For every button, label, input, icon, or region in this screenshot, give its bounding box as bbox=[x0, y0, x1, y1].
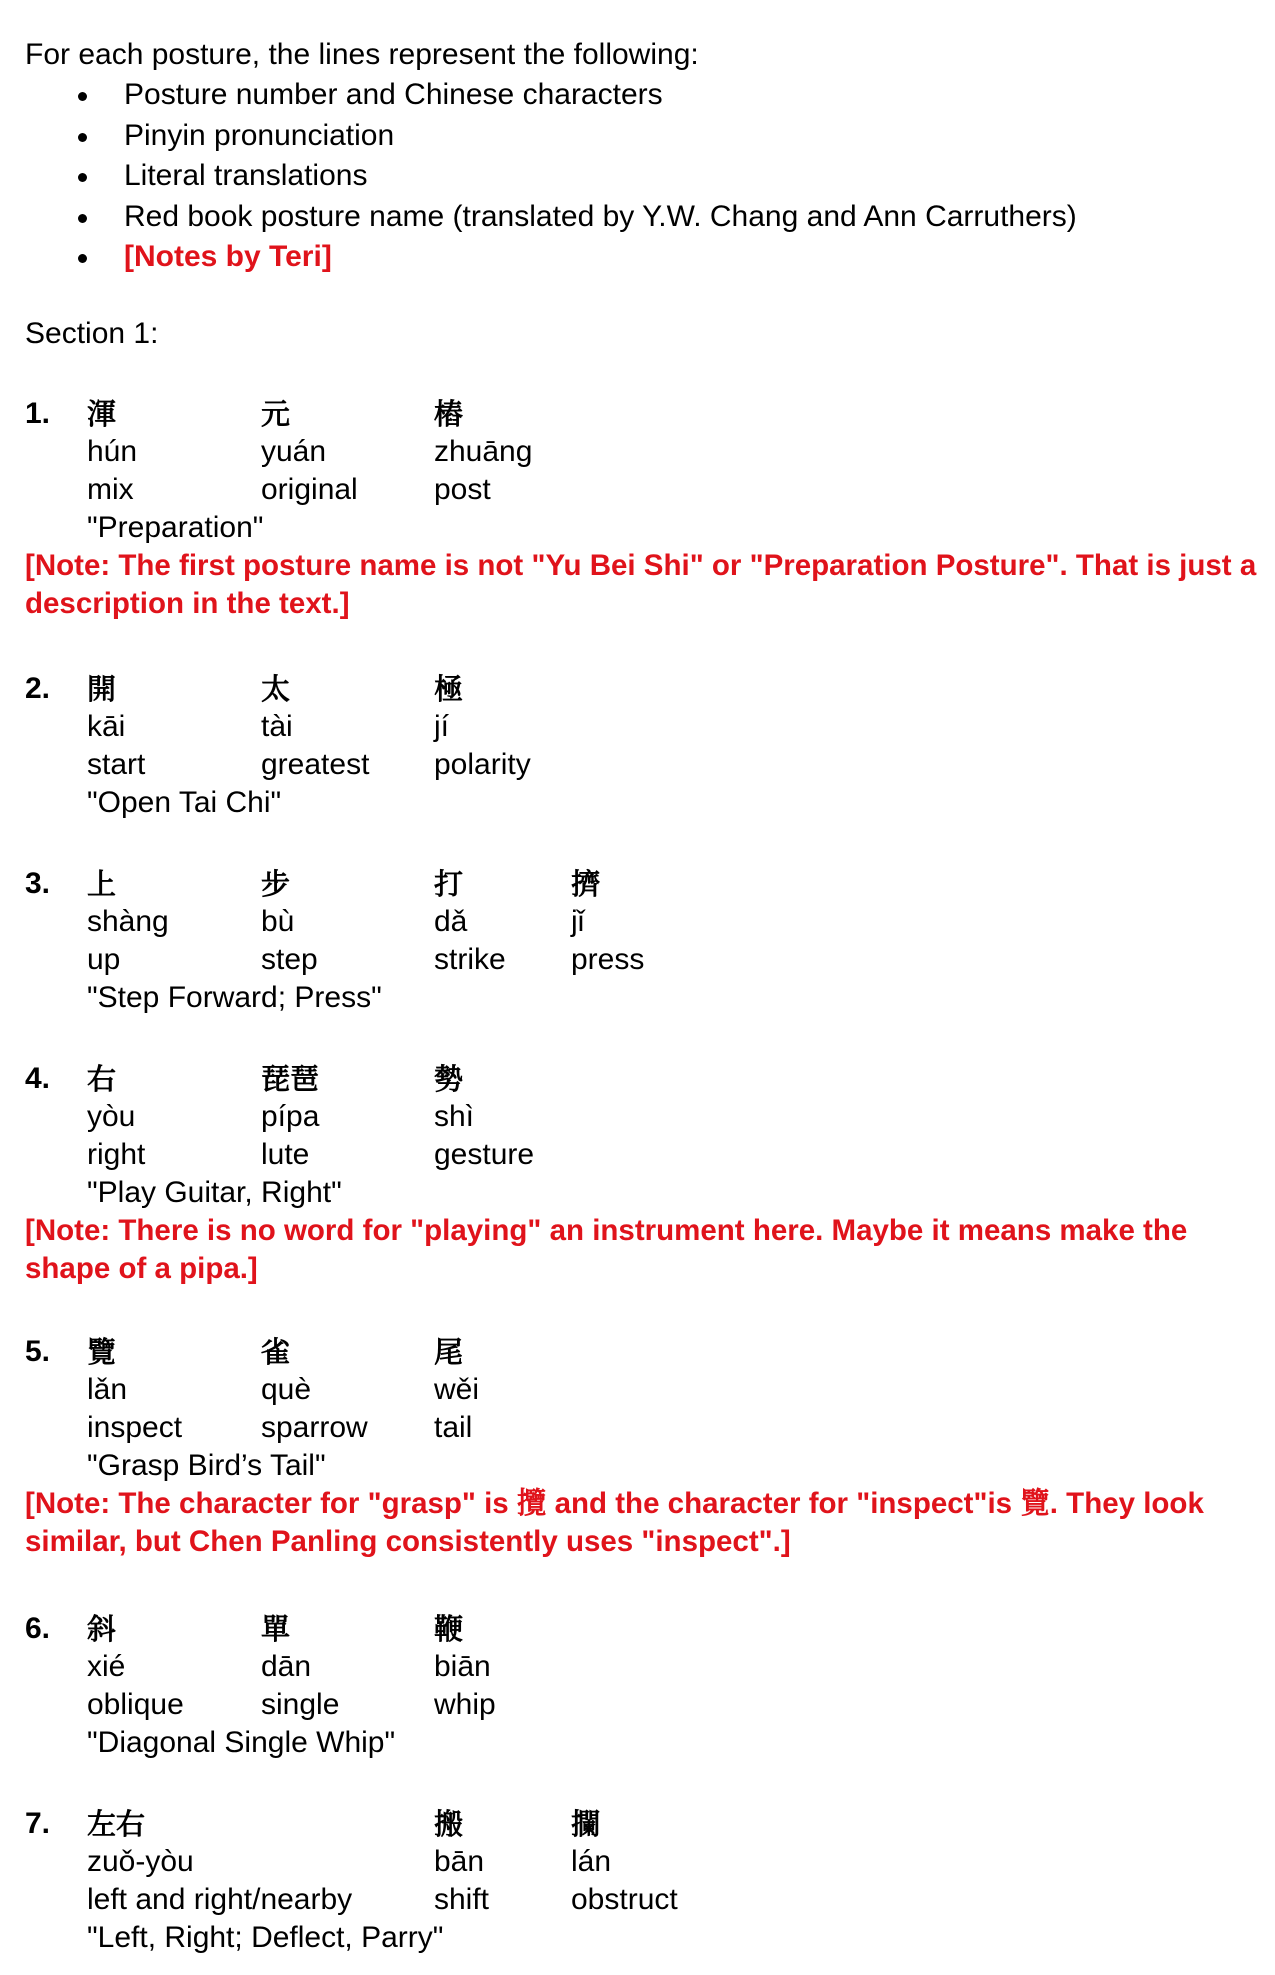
character: 攔 bbox=[571, 1807, 601, 1841]
character: 元 bbox=[261, 397, 291, 431]
character: 覽 bbox=[87, 1335, 117, 1369]
pinyin: dān bbox=[261, 1650, 312, 1683]
literal: right bbox=[87, 1138, 146, 1171]
character: 單 bbox=[261, 1612, 291, 1646]
literal: sparrow bbox=[261, 1411, 368, 1444]
character: 太 bbox=[261, 672, 291, 706]
character: 搬 bbox=[434, 1807, 464, 1841]
character: 左右 bbox=[87, 1807, 146, 1841]
legend-list bbox=[0, 75, 1250, 278]
pinyin: jí bbox=[434, 710, 449, 743]
pinyin: bān bbox=[434, 1845, 485, 1878]
posture-number: 5. bbox=[25, 1335, 51, 1368]
pinyin: lǎn bbox=[87, 1373, 128, 1406]
literal: oblique bbox=[87, 1688, 184, 1721]
character: 右 bbox=[87, 1062, 117, 1096]
character: 琵琶 bbox=[261, 1062, 320, 1096]
literal: press bbox=[571, 943, 645, 976]
posture-name: "Grasp Bird’s Tail" bbox=[87, 1449, 326, 1482]
posture-name: "Left, Right; Deflect, Parry" bbox=[87, 1921, 444, 1954]
legend-item: Pinyin pronunciation bbox=[0, 116, 1250, 157]
literal: original bbox=[261, 473, 358, 506]
pinyin: dǎ bbox=[434, 905, 468, 938]
pinyin: biān bbox=[434, 1650, 491, 1683]
literal: start bbox=[87, 748, 146, 781]
pinyin: hún bbox=[87, 435, 138, 468]
character: 雀 bbox=[261, 1335, 291, 1369]
literal: strike bbox=[434, 943, 506, 976]
character: 上 bbox=[87, 867, 117, 901]
character: 渾 bbox=[87, 397, 117, 431]
character: 打 bbox=[434, 867, 464, 901]
character: 開 bbox=[87, 672, 117, 706]
intro-text: For each posture, the lines represent the following: bbox=[25, 38, 699, 71]
literal: tail bbox=[434, 1411, 473, 1444]
section-label: Section 1: bbox=[25, 317, 159, 350]
pinyin: yuán bbox=[261, 435, 327, 468]
literal: greatest bbox=[261, 748, 370, 781]
pinyin: tài bbox=[261, 710, 293, 743]
literal: shift bbox=[434, 1883, 490, 1916]
pinyin: bù bbox=[261, 905, 295, 938]
character: 鞭 bbox=[434, 1612, 464, 1646]
pinyin: shàng bbox=[87, 905, 169, 938]
pinyin: shì bbox=[434, 1100, 475, 1133]
character: 尾 bbox=[434, 1335, 464, 1369]
literal: obstruct bbox=[571, 1883, 678, 1916]
pinyin: pípa bbox=[261, 1100, 320, 1133]
pinyin: wěi bbox=[434, 1373, 480, 1406]
literal: step bbox=[261, 943, 318, 976]
pinyin: lán bbox=[571, 1845, 612, 1878]
literal: up bbox=[87, 943, 121, 976]
character: 斜 bbox=[87, 1612, 117, 1646]
pinyin: kāi bbox=[87, 710, 126, 743]
pinyin: què bbox=[261, 1373, 312, 1406]
posture-name: "Play Guitar, Right" bbox=[87, 1176, 342, 1209]
posture-number: 3. bbox=[25, 867, 51, 900]
literal: polarity bbox=[434, 748, 531, 781]
legend-item: Literal translations bbox=[0, 156, 1250, 197]
posture-name: "Diagonal Single Whip" bbox=[87, 1726, 396, 1759]
literal: inspect bbox=[87, 1411, 183, 1444]
pinyin: zhuāng bbox=[434, 435, 533, 468]
character: 勢 bbox=[434, 1062, 464, 1096]
note: [Note: The character for "grasp" is 攬 and the character for "inspect"is 覽. They look similar, but Chen Panling consistently uses "inspect".] bbox=[25, 1487, 1204, 1558]
pinyin: yòu bbox=[87, 1100, 136, 1133]
note: [Note: The first posture name is not "Yu Bei Shi" or "Preparation Posture". That is just a description in the text.] bbox=[25, 549, 1257, 620]
literal: lute bbox=[261, 1138, 310, 1171]
legend-item-notes: [Notes by Teri] bbox=[0, 237, 1250, 278]
posture-number: 4. bbox=[25, 1062, 51, 1095]
literal: whip bbox=[434, 1688, 496, 1721]
pinyin: zuǒ-yòu bbox=[87, 1845, 194, 1878]
posture-number: 7. bbox=[25, 1807, 51, 1840]
note: [Note: There is no word for "playing" an instrument here. Maybe it means make the shape of a pipa.] bbox=[25, 1214, 1188, 1285]
posture-number: 6. bbox=[25, 1612, 51, 1645]
literal: single bbox=[261, 1688, 340, 1721]
posture-name: "Step Forward; Press" bbox=[87, 981, 382, 1014]
literal: gesture bbox=[434, 1138, 535, 1171]
legend-item: Posture number and Chinese characters bbox=[0, 75, 1250, 116]
literal: mix bbox=[87, 473, 134, 506]
pinyin: xié bbox=[87, 1650, 126, 1683]
posture-name: "Preparation" bbox=[87, 511, 264, 544]
character: 步 bbox=[261, 867, 291, 901]
posture-number: 2. bbox=[25, 672, 51, 705]
character: 樁 bbox=[434, 397, 464, 431]
literal: left and right/nearby bbox=[87, 1883, 353, 1916]
character: 擠 bbox=[571, 867, 601, 901]
posture-name: "Open Tai Chi" bbox=[87, 786, 282, 819]
legend-item: Red book posture name (translated by Y.W. Chang and Ann Carruthers) bbox=[0, 197, 1250, 238]
literal: post bbox=[434, 473, 491, 506]
pinyin: jǐ bbox=[571, 905, 585, 938]
character: 極 bbox=[434, 672, 464, 706]
posture-number: 1. bbox=[25, 397, 51, 430]
